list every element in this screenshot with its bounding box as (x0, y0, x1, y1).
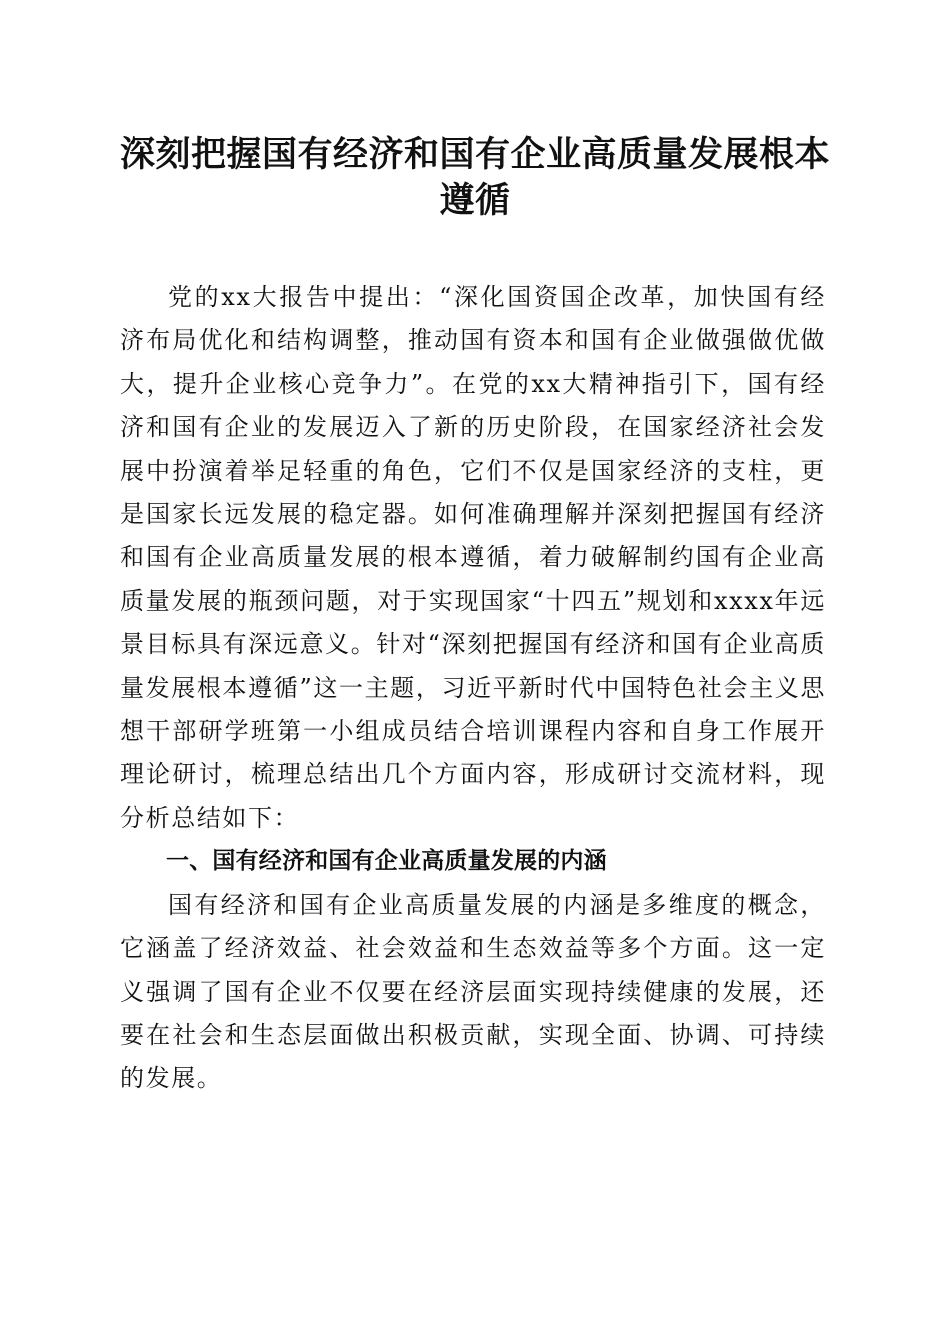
document-title: 深刻把握国有经济和国有企业高质量发展根本遵循 (119, 134, 830, 221)
intro-paragraph: 党的xx大报告中提出：“深化国资国企改革，加快国有经济布局优化和结构调整，推动国有资本和国有企业做强做优做大，提升企业核心竞争力”。在党的xx大精神指引下，国有经济和国有企业的发展迈入了新的历史阶段，在国家经济社会发展中扮演着举足轻重的角色，它们不仅是国家经济的支柱，更是国家长远发展的稳定器。如何准确理解并深刻把握国有经济和国有企业高质量发展的根本遵循，着力破解制约国有企业高质量发展的瓶颈问题，对于实现国家“十四五”规划和xxxx年远景目标具有深远意义。针对“深刻把握国有经济和国有企业高质量发展根本遵循”这一主题，习近平新时代中国特色社会主义思想干部研学班第一小组成员结合培训课程内容和自身工作展开理论研讨，梳理总结出几个方面内容，形成研讨交流材料，现分析总结如下： (120, 283, 826, 832)
section-paragraph: 国有经济和国有企业高质量发展的内涵是多维度的概念，它涵盖了经济效益、社会效益和生态效益等多个方面。这一定义强调了国有企业不仅要在经济层面实现持续健康的发展，还要在社会和生态层面做出积极贡献，实现全面、协调、可持续的发展。 (120, 890, 826, 1093)
section-heading: 一、国有经济和国有企业高质量发展的内涵 (166, 848, 607, 875)
document-body (120, 276, 826, 1101)
